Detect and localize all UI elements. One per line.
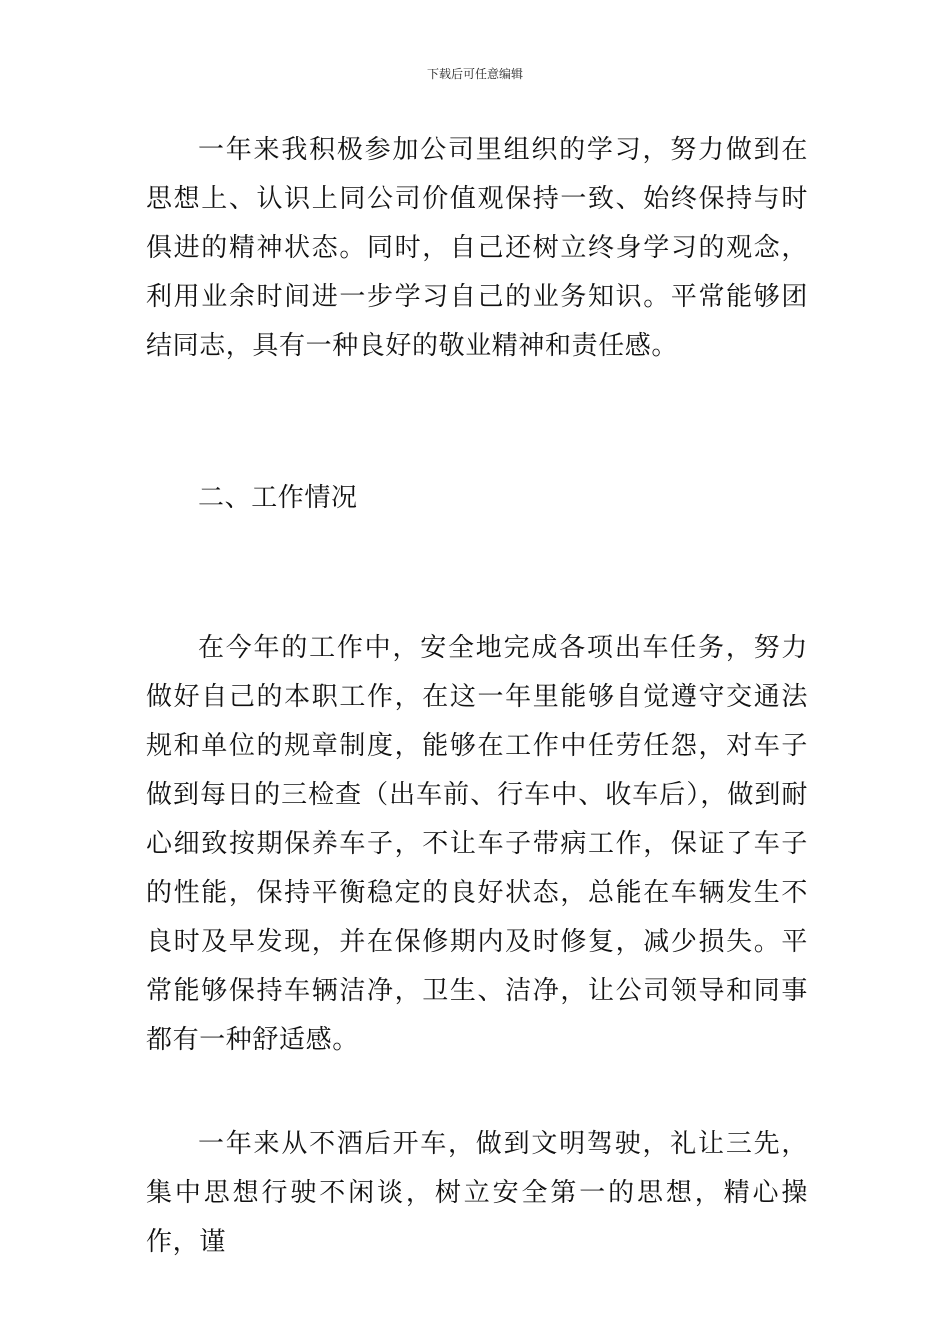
paragraph-study: 一年来我积极参加公司里组织的学习，努力做到在思想上、认识上同公司价值观保持一致、始终保持与时俱进的精神状态。同时，自己还树立终身学习的观念，利用业余时间进一步学习自己的业务知识。平常能够团结同志，具有一种良好的敬业精神和责任感。 [146,135,808,361]
paragraph-work: 在今年的工作中，安全地完成各项出车任务，努力做好自己的本职工作，在这一年里能够自觉遵守交通法规和单位的规章制度，能够在工作中任劳任怨，对车子做到每日的三检查（出车前、行车中、收车后），做到耐心细致按期保养车子，不让车子带病工作，保证了车子的性能，保持平衡稳定的良好状态，总能在车辆发生不良时及早发现，并在保修期内及时修复，减少损失。平常能够保持车辆洁净，卫生、洁净，让公司领导和同事都有一种舒适感。 [146,633,808,1055]
header-note: 下载后可任意编辑 [426,67,523,81]
section-heading-work: 二、工作情况 [198,483,358,513]
paragraph-safety: 一年来从不酒后开车，做到文明驾驶，礼让三先，集中思想行驶不闲谈，树立安全第一的思想，精心操作，谨 [146,1129,808,1257]
